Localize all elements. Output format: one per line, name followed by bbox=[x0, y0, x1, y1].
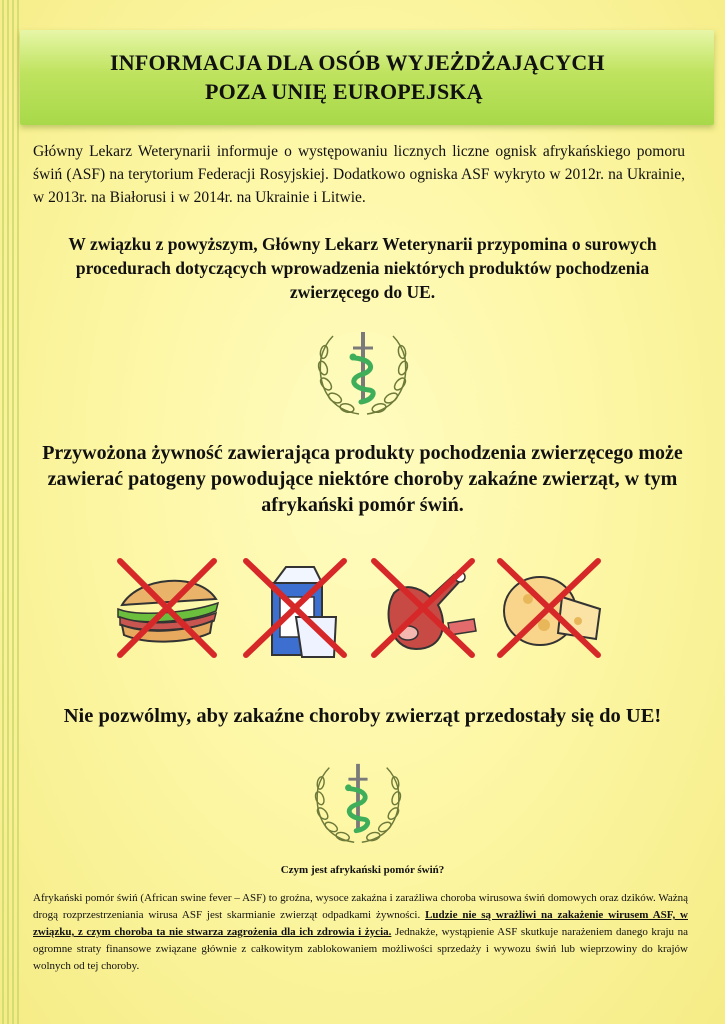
page-title bbox=[110, 48, 670, 106]
title-line-1: INFORMACJA DLA OSÓB WYJEŻDŻAJĄCYCH bbox=[110, 50, 605, 75]
ham-icon bbox=[364, 553, 482, 663]
prohibited-foods bbox=[108, 553, 618, 663]
intro-paragraph: Główny Lekarz Weterynarii informuje o występowaniu licznych liczne ognisk afrykańskiego pomoru świń (ASF) na terytorium Federacji Rosyjskiej. Dodatkowo ogniska ASF wykryto w 2012r. na Ukrainie, w 2013r. na Białorusi i w 2014r. na Ukrainie i Litwie. bbox=[33, 143, 685, 206]
warning-paragraph: Przywożona żywność zawierająca produkty pochodzenia zwierzęcego może zawierać patogeny powodujące niektóre choroby zakaźne zwierząt, w tym afrykański pomór świń. bbox=[42, 442, 683, 516]
veterinary-emblem-icon-2 bbox=[310, 760, 406, 848]
asf-text-1: Afrykański pomór świń (African swine fever – ASF) to groźna, wysoce zakaźna i zaraźliwa choroba wirusowa świń domowych oraz dzików. Ważną drogą rozprzestrzeniania wirusa ASF jest skarmianie zwierząt odpadkami żywności. bbox=[33, 892, 688, 921]
veterinary-emblem-icon bbox=[313, 328, 413, 420]
asf-question-heading: Czym jest afrykański pomór świń? bbox=[280, 864, 445, 876]
slogan: Nie pozwólmy, aby zakaźne choroby zwierząt przedostały się do UE! bbox=[63, 705, 662, 727]
sandwich-icon bbox=[108, 553, 226, 663]
title-line-2: POZA UNIĘ EUROPEJSKĄ bbox=[205, 79, 483, 104]
cheese-icon bbox=[492, 553, 610, 663]
reminder-paragraph: W związku z powyższym, Główny Lekarz Weterynarii przypomina o surowych procedurach dotyczących wprowadzenia niektórych produktów pochodzenia zwierzęcego do UE. bbox=[68, 234, 657, 302]
asf-text-2: Jednakże, wystąpienie ASF skutkuje narażeniem danego kraju na ogromne straty finansowe związane głównie z całkowitym zablokowaniem możliwości sprzedaży i wywozu świń lub wieprzowiny do krajów wolnych od tej choroby. bbox=[33, 926, 688, 972]
milk-icon bbox=[236, 553, 354, 663]
asf-text-bold: Ludzie nie są wrażliwi na zakażenie wirusem ASF, w związku, z czym choroba ta nie stwarza zagrożenia dla ich zdrowia i życia. bbox=[33, 909, 688, 938]
asf-description bbox=[33, 890, 688, 975]
decorative-border-lines bbox=[0, 0, 22, 1024]
